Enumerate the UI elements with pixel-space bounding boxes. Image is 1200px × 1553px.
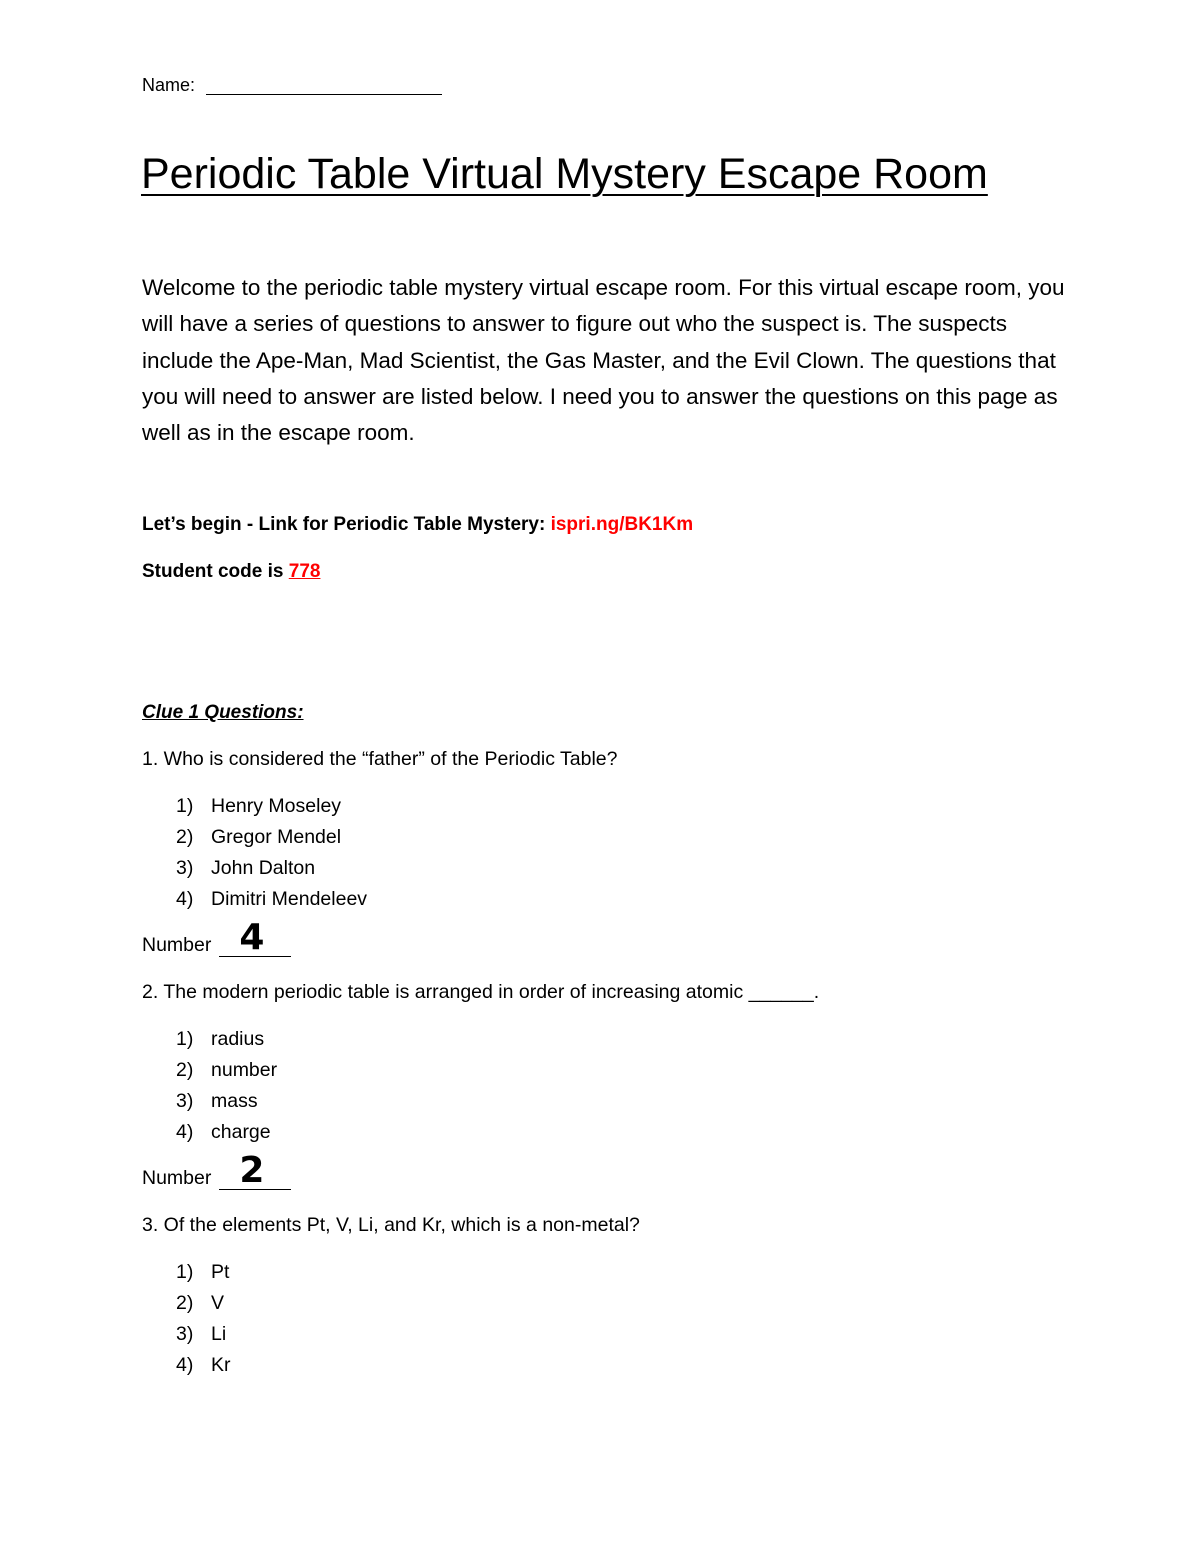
option-number: 1) — [176, 795, 194, 817]
link-row — [142, 514, 693, 536]
mystery-link[interactable]: ispri.ng/BK1Km — [550, 514, 694, 535]
question-2-option-4 — [176, 1121, 271, 1144]
question-2: 2. The modern periodic table is arranged in order of increasing atomic ______. — [142, 981, 820, 1003]
option-number: 3) — [176, 857, 194, 879]
question-3-option-1 — [176, 1261, 229, 1284]
option-label: mass — [211, 1090, 258, 1112]
option-label: Dimitri Mendeleev — [211, 888, 368, 910]
student-code-label: Student code is — [142, 561, 289, 582]
option-number: 4) — [176, 1121, 194, 1143]
question-3-option-4 — [176, 1354, 231, 1377]
question-1-option-2 — [176, 826, 341, 849]
name-row — [142, 74, 442, 96]
name-label: Name: — [142, 75, 196, 95]
question-3-option-3 — [176, 1323, 226, 1346]
option-label: Gregor Mendel — [211, 826, 342, 848]
option-number: 4) — [176, 888, 194, 910]
intro-paragraph: Welcome to the periodic table mystery virtual escape room. For this virtual escape room, you will have a series of questions to answer to figure out who the suspect is. The suspects include the Ape-Man, Mad Scientist, the Gas Master, and the Evil Clown. The questions that you will need to answer are listed below. I need you to answer the questions on this page as well as in the escape room. — [142, 275, 1065, 446]
option-number: 3) — [176, 1090, 194, 1112]
question-3-option-2 — [176, 1292, 224, 1315]
option-number: 2) — [176, 826, 194, 848]
option-label: John Dalton — [211, 857, 316, 879]
option-label: Li — [211, 1323, 227, 1345]
answer-label: Number — [142, 934, 212, 956]
option-label: Kr — [211, 1354, 231, 1376]
option-number: 2) — [176, 1059, 194, 1081]
clue-1-heading: Clue 1 Questions: — [142, 702, 304, 723]
student-code-row — [142, 561, 320, 583]
handwritten-answer: 2 — [239, 1150, 265, 1191]
option-label: number — [211, 1059, 278, 1081]
option-label: Pt — [211, 1261, 230, 1283]
option-label: Henry Moseley — [211, 795, 342, 817]
name-blank-line — [206, 74, 442, 95]
option-number: 2) — [176, 1292, 194, 1314]
option-label: radius — [211, 1028, 265, 1050]
question-1: 1. Who is considered the “father” of the Periodic Table? — [142, 748, 618, 770]
answer-label: Number — [142, 1167, 212, 1189]
option-label: V — [211, 1292, 225, 1314]
option-number: 3) — [176, 1323, 194, 1345]
answer-blank[interactable] — [219, 917, 291, 958]
question-1-option-1 — [176, 795, 341, 818]
page-title: Periodic Table Virtual Mystery Escape Room — [141, 150, 988, 198]
option-number: 1) — [176, 1261, 194, 1283]
option-number: 1) — [176, 1028, 194, 1050]
student-code-value: 778 — [288, 561, 321, 582]
answer-blank[interactable] — [219, 1150, 291, 1191]
question-2-option-2 — [176, 1059, 277, 1082]
question-3: 3. Of the elements Pt, V, Li, and Kr, which is a non-metal? — [142, 1214, 640, 1236]
question-1-option-3 — [176, 857, 315, 880]
option-number: 4) — [176, 1354, 194, 1376]
question-2-option-3 — [176, 1090, 258, 1113]
link-label: Let’s begin - Link for Periodic Table Mystery: — [142, 514, 551, 535]
question-1-option-4 — [176, 888, 367, 911]
handwritten-answer: 4 — [239, 917, 265, 958]
option-label: charge — [211, 1121, 271, 1143]
question-2-option-1 — [176, 1028, 264, 1051]
question-1-answer-row — [142, 917, 291, 958]
question-2-answer-row — [142, 1150, 291, 1191]
